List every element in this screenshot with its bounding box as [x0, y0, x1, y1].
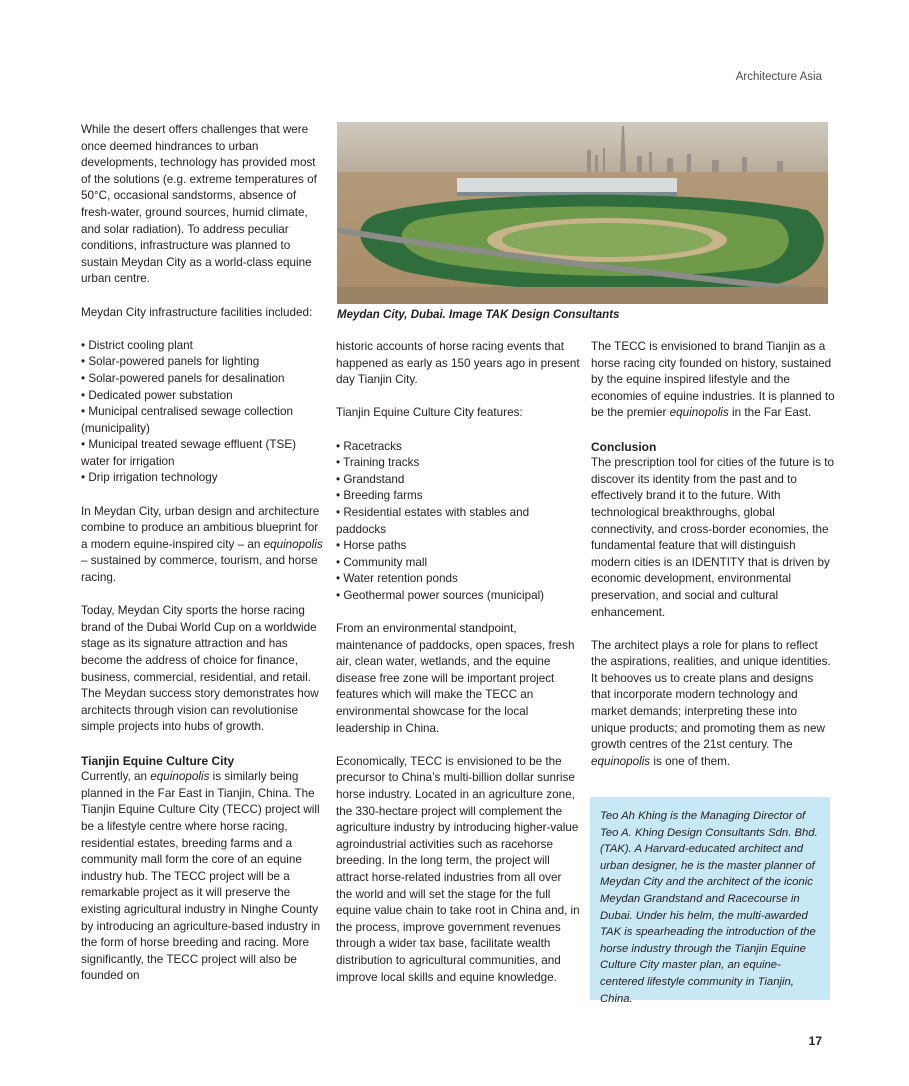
- text-run: in the Far East.: [728, 406, 812, 420]
- paragraph: [591, 339, 835, 422]
- italic-term: equinopolis: [263, 537, 323, 551]
- column-1: [81, 122, 325, 1001]
- text-run: is similarly being planned in the Far East in Tianjin, China. The Tianjin Equine Culture City (TECC) project will be a lifestyle centre where horse racing, residential estates, breeding farms and a community mall form the core of an equine industry hub. The TECC project will be a remarkable project as it will preserve the existing agricultural industry in Ninghe County by introducing an agriculture-based industry in the form of horse breeding and racing. More significantly, the TECC project will also be founded on: [81, 770, 321, 983]
- author-bio-box: Teo Ah Khing is the Managing Director of Teo A. Khing Design Consultants Sdn. Bhd. (TAK). A Harvard-educated architect and urban designer, he is the master planner of Meydan City and the architect of the iconic Meydan Grandstand and Racecourse in Dubai. Under his helm, the multi-awarded TAK is spearheading the introduction of the horse industry through the Tianjin Equine Culture City master plan, an equine-centered lifestyle community in Tianjin, China.: [590, 797, 830, 1000]
- section-heading: Conclusion: [591, 439, 657, 454]
- list-item: • Racetracks: [336, 439, 402, 453]
- column-3: [591, 339, 835, 787]
- list-item: • Horse paths: [336, 539, 407, 553]
- page-number: 17: [808, 1034, 822, 1048]
- features-list: [336, 439, 580, 605]
- paragraph: [81, 769, 325, 985]
- list-item: • District cooling plant: [81, 338, 193, 352]
- list-item: • Solar-powered panels for lighting: [81, 355, 260, 369]
- section-heading: Tianjin Equine Culture City: [81, 753, 235, 768]
- paragraph: [591, 638, 835, 771]
- list-item: • Grandstand: [336, 472, 405, 486]
- list-item: • Solar-powered panels for desalination: [81, 371, 285, 385]
- text-run: In Meydan City, urban design and architecture combine to produce an ambitious blueprint for a modern equine-inspired city – an: [81, 504, 320, 551]
- italic-term: equinopolis: [150, 770, 210, 784]
- paragraph: Today, Meydan City sports the horse racing brand of the Dubai World Cup on a worldwide stage as its signature attraction and has become the address of choice for finance, business, commercial, residential, and retail. The Meydan success story demonstrates how architects through vision can revolutionise simple projects into hubs of growth.: [81, 604, 319, 734]
- text-run: is one of them.: [650, 754, 731, 768]
- paragraph: Tianjin Equine Culture City features:: [336, 406, 523, 420]
- list-item: • Drip irrigation technology: [81, 471, 218, 485]
- text-run: The architect plays a role for plans to reflect the aspirations, realities, and unique identities. It behooves us to create plans and designs that incorporate modern technology and market demands; interpreting these into unique products; and promoting them as new growth centres of the 21st century. The: [591, 638, 831, 752]
- column-2: [336, 339, 580, 1003]
- list-item: • Residential estates with stables and paddocks: [336, 505, 530, 536]
- paragraph: Meydan City infrastructure facilities included:: [81, 305, 313, 319]
- list-item: • Water retention ponds: [336, 572, 458, 586]
- text-run: The TECC is envisioned to brand Tianjin as a horse racing city founded on history, sustained by the equine inspired lifestyle and the economies of equine industries. It is planned to be the premier: [591, 340, 835, 420]
- infrastructure-list: [81, 338, 325, 487]
- list-item: • Breeding farms: [336, 489, 423, 503]
- paragraph: The prescription tool for cities of the future is to discover its identity from the past and to effectively brand it to the future. With technological breakthroughs, global connectivity, and cross-border economies, the fundamental feature that will distinguish modern cities is an IDENTITY that is driven by economic development, environmental preservation, and social and cultural enhancement.: [591, 456, 834, 619]
- racecourse-aerial-photo: [337, 122, 828, 304]
- publication-header: Architecture Asia: [735, 71, 822, 83]
- paragraph: [81, 504, 325, 587]
- text-run: Currently, an: [81, 770, 151, 784]
- list-item: • Geothermal power sources (municipal): [336, 588, 545, 602]
- list-item: • Municipal treated sewage effluent (TSE) water for irrigation: [81, 438, 297, 468]
- paragraph: From an environmental standpoint, maintenance of paddocks, open spaces, fresh air, clean water, wetlands, and the equine disease free zone will be important project features which will make the TECC an environmental showcase for the local leadership in China.: [336, 622, 575, 735]
- image-caption: Meydan City, Dubai. Image TAK Design Consultants: [337, 309, 620, 321]
- italic-term: equinopolis: [669, 406, 729, 420]
- paragraph: Economically, TECC is envisioned to be the precursor to China’s multi-billion dollar sunrise horse industry. Located in an agriculture zone, the 330-hectare project will complement the agriculture industry by introducing higher-value agroindustrial activities such as racehorse breeding. In the long term, the project will attract horse-related industries from all over the world and will set the stage for the full equine value chain to take root in China and, in the process, improve government revenues through a wider tax base, facilitate wealth distribution to agricultural communities, and improve local skills and equine knowledge.: [336, 754, 580, 984]
- paragraph: historic accounts of horse racing events that happened as early as 150 years ago in present day Tianjin City.: [336, 340, 580, 387]
- paragraph: While the desert offers challenges that were once deemed hindrances to urban developments, technology has provided most of the solutions (e.g. extreme temperatures of 50°C, occasional sandstorms, absence of fresh-water, ground sources, humid climate, and solar radiation). To address peculiar conditions, infrastructure was planned to sustain Meydan City as a world-class equine urban centre.: [81, 123, 317, 286]
- list-item: • Community mall: [336, 555, 428, 569]
- list-item: • Municipal centralised sewage collection (municipality): [81, 405, 293, 435]
- list-item: • Training tracks: [336, 456, 420, 470]
- list-item: • Dedicated power substation: [81, 388, 233, 402]
- italic-term: equinopolis: [591, 754, 651, 768]
- text-run: – sustained by commerce, tourism, and horse racing.: [81, 554, 318, 585]
